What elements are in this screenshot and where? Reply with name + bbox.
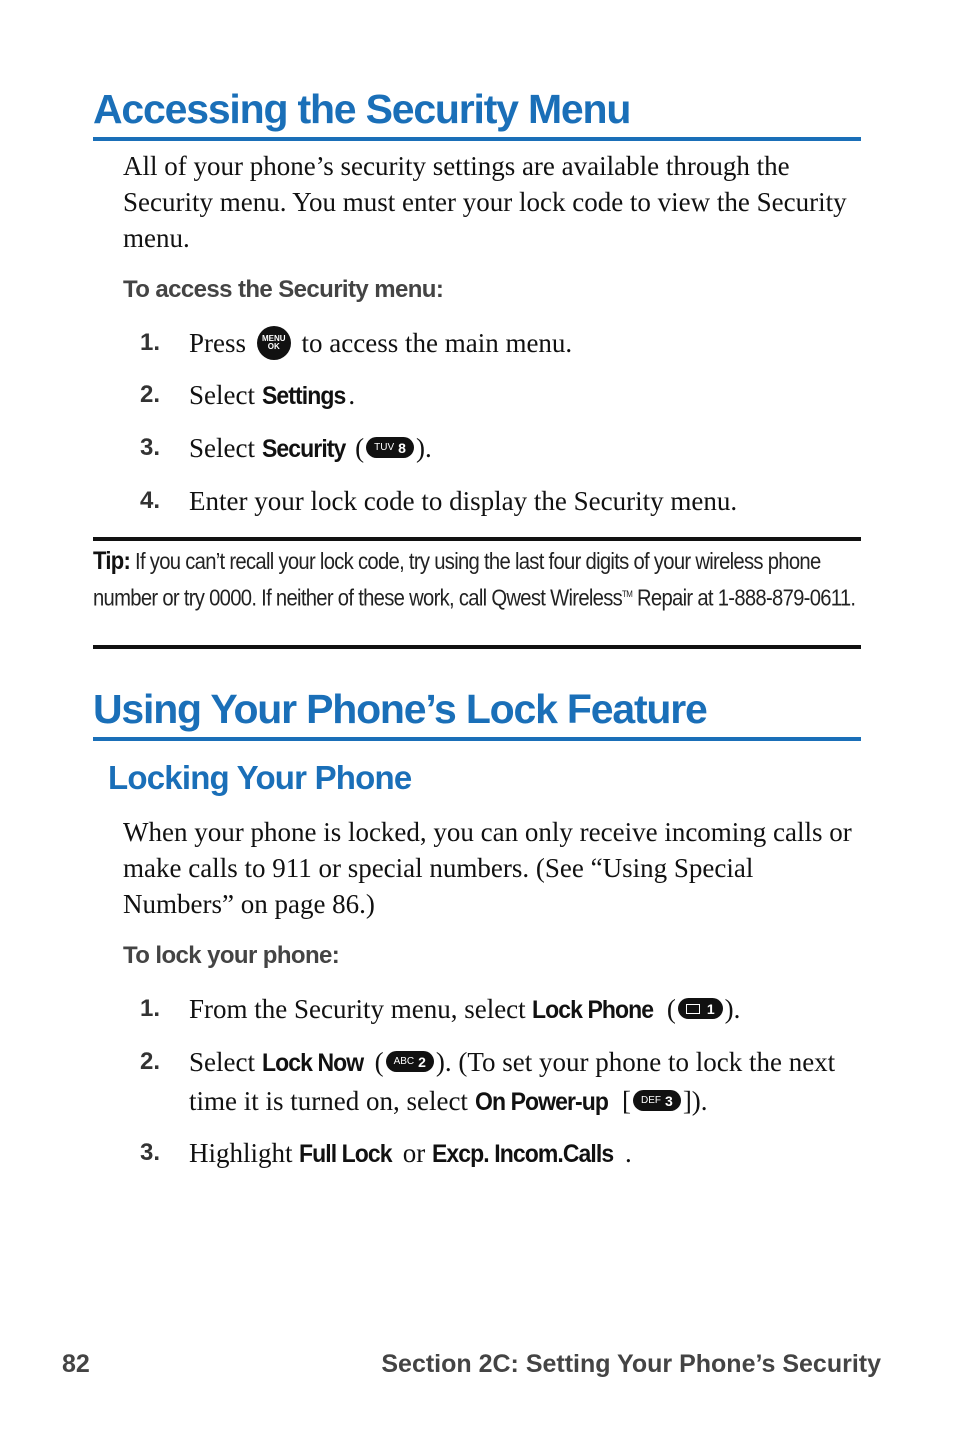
step-1 [140,324,865,363]
menu-item-settings: Settings [261,382,346,410]
key-digit: 2 [418,1053,426,1070]
trademark: TM [622,589,633,599]
step-number: 4. [140,487,161,514]
step-text-post: . [348,380,356,410]
step-text: Enter your lock code to display the Security menu. [189,486,738,516]
step-text [189,1134,632,1173]
menu-item-security: Security [261,435,346,463]
step-text-post: to access the main menu. [301,328,573,358]
step-text-pre: From the Security menu, select [189,994,526,1024]
menu-item-on-power-up: On Power-up [474,1088,608,1116]
step-text-pre: Select [189,1047,255,1077]
step-text [189,429,432,468]
step-number: 2. [140,381,161,408]
page-number: 82 [62,1350,90,1378]
paren-open: ( [666,994,676,1024]
step-text-pre: Press [189,328,247,358]
tip-text [93,545,862,615]
step-text [189,324,572,363]
menu-ok-key-icon [257,326,291,360]
key-label-top: MENU [261,333,286,343]
step-3 [140,429,865,468]
key-letters: TUV [374,441,395,453]
step-text-mid: ). (To set your phone to lock the next time it is turned on, select [189,1047,836,1116]
key-letters: DEF [641,1094,662,1106]
paren-close: ). [724,994,741,1024]
step-text-pre: Select [189,380,255,410]
section-heading-lock-feature: Using Your Phone’s Lock Feature [93,689,861,741]
step-text-post: . [624,1138,632,1168]
step-text-mid: or [402,1138,426,1168]
lock-intro-paragraph: When your phone is locked, you can only receive incoming calls or make calls to 911 or special numbers. (See “Using Special Numbers” on page 86.) [123,817,852,919]
option-full-lock: Full Lock [299,1140,392,1168]
subsection-heading-locking: Locking Your Phone [108,759,412,796]
tip-label: Tip: [93,547,131,575]
key-digit: 8 [398,439,406,456]
lock-instruction-heading: To lock your phone: [123,942,340,969]
key-letters: ABC [393,1055,415,1067]
lock-step-2 [140,1043,865,1121]
step-text [189,376,355,415]
menu-item-lock-phone: Lock Phone [532,996,654,1024]
lock-step-3 [140,1134,865,1173]
tip-body-end: Repair at 1-888-879-0611. [637,584,856,611]
step-text [189,1043,865,1121]
paren-close: ). [415,433,432,463]
section-heading-security-menu: Accessing the Security Menu [93,89,861,141]
envelope-icon [686,1004,700,1014]
key-digit: 1 [706,1000,715,1017]
tip-box [93,537,861,649]
tip-body: If you can’t recall your lock code, try using the last four digits of your wireless phone number or try 0000. If neither of these work, call Qwest Wireless [93,548,821,611]
step-number: 1. [140,329,161,356]
key-digit: 3 [665,1092,673,1109]
paren-open: ( [374,1047,384,1077]
bracket-close: ]). [682,1086,708,1116]
footer-section-title: Section 2C: Setting Your Phone’s Security [381,1350,881,1378]
intro-paragraph: All of your phone’s security settings are available through the Security menu. You must enter your lock code to view the Security menu. [123,151,847,253]
key-2-icon [386,1051,434,1072]
bracket-open: [ [622,1086,632,1116]
step-text-pre: Select [189,433,255,463]
key-3-icon [633,1090,681,1111]
step-number: 3. [140,1139,161,1166]
step-4 [140,482,865,520]
step-text-pre: Highlight [189,1138,293,1168]
key-1-icon [678,998,723,1019]
step-number: 2. [140,1048,161,1075]
step-text [189,990,740,1029]
option-excp-incom-calls: Excp. Incom.Calls [432,1140,614,1168]
key-label-bottom: OK [267,341,280,351]
key-8-icon [366,437,414,458]
lock-step-1 [140,990,865,1029]
step-number: 1. [140,995,161,1022]
menu-item-lock-now: Lock Now [261,1049,364,1077]
step-number: 3. [140,434,161,461]
paren-open: ( [355,433,365,463]
instruction-heading: To access the Security menu: [123,276,444,303]
step-2 [140,376,865,415]
